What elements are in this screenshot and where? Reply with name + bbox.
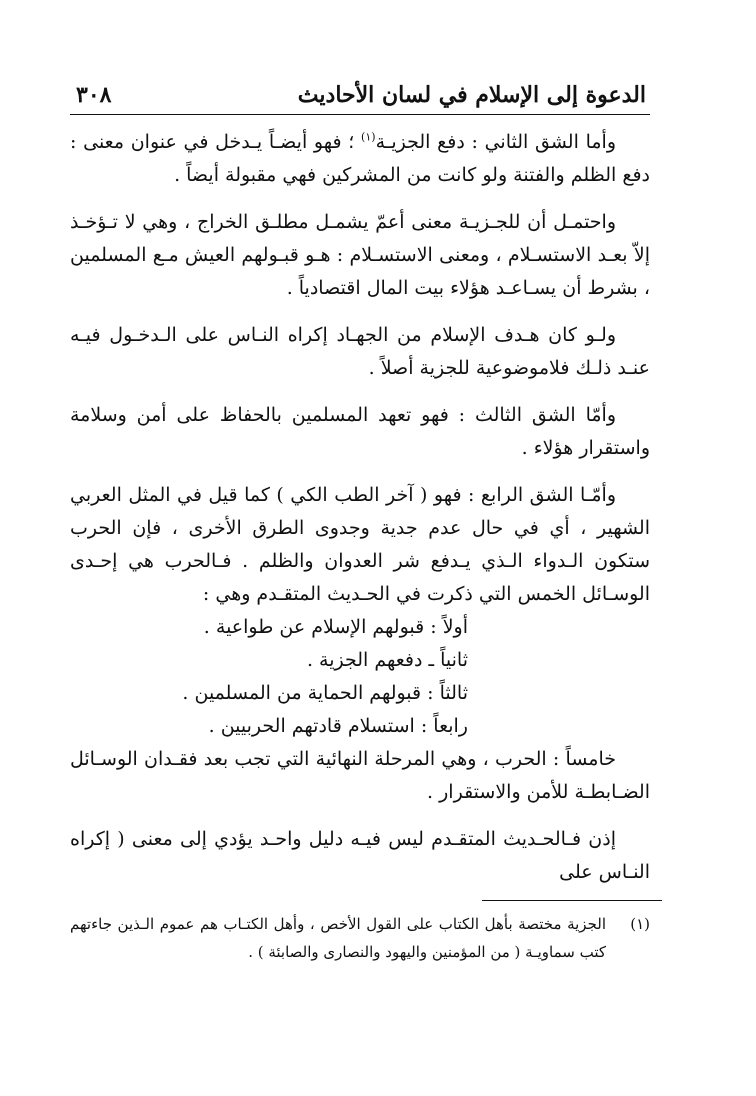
paragraph-text: وأما الشق الثاني : دفع الجزيـة — [375, 131, 616, 153]
paragraph: إذن فـالحـديث المتقـدم ليس فيـه دليل واحـد يؤدي إلى معنى ( إكراه النـاس على — [70, 828, 650, 883]
list-item: أولاً : قبولهم الإسلام عن طواعية . — [203, 616, 468, 638]
footnote — [70, 910, 650, 966]
running-title: الدعوة إلى الإسلام في لسان الأحاديث — [297, 82, 646, 108]
paragraph: ولـو كان هـدف الإسلام من الجهـاد إكراه النـاس على الـدخـول فيـه عنـد ذلـك فلاموضوعية للجزية أصلاً . — [70, 324, 650, 379]
page-number: ٣٠٨ — [76, 82, 112, 108]
paragraph-text: ؛ فهو أيضـاً يـدخل في عنوان معنى : دفع الظلم والفتنة ولو كانت من المشركين فهي مقبولة أيضاً . — [70, 131, 650, 186]
paragraph: وأمّا الشق الثالث : فهو تعهد المسلمين بالحفاظ على أمن وسلامة واستقرار هؤلاء . — [70, 404, 650, 459]
main-text — [70, 126, 650, 889]
list-item: ثالثاً : قبولهم الحماية من المسلمين . — [182, 682, 468, 704]
footnote-separator — [482, 900, 662, 901]
footnote-text: الجزية مختصة بأهل الكتاب على القول الأخص ، وأهل الكتـاب هم عموم الـذين جاءتهم كتب سماويـة ( من المؤمنين واليهود والنصارى والصابئة ) . — [70, 915, 606, 961]
list-item: ثانياً ـ دفعهم الجزية . — [306, 649, 468, 671]
paragraph — [70, 126, 650, 192]
footnote-marker: (١) — [630, 915, 650, 933]
page-header — [70, 80, 650, 115]
list-item: رابعاً : استسلام قادتهم الحربيين . — [208, 715, 468, 737]
paragraph: واحتمـل أن للجـزيـة معنى أعمّ يشمـل مطلـق الخراج ، وهي لا تـؤخـذ إلاّ بعـد الاستسـلام ، ومعنى الاستسـلام : هـو قبـولهم العيش مـع المسلمين ، بشرط أن يسـاعـد هؤلاء بيت المال اقتصادياً . — [70, 211, 650, 299]
paragraph: خامساً : الحرب ، وهي المرحلة النهائية التي تجب بعد فقـدان الوسـائل الضـابطـة للأمن والاستقرار . — [70, 748, 650, 803]
paragraph: وأمّـا الشق الرابع : فهو ( آخر الطب الكي ) كما قيل في المثل العربي الشهير ، أي في حال عدم جدية وجدوى الطرق الأخرى ، فإن الحرب ستكون الـدواء الـذي يـدفع شر العدوان والظلم . فـالحرب هي إحـدى الوسـائل الخمس التي ذكرت في الحـديث المتقـدم وهي : — [70, 484, 651, 605]
footnote-reference: (١) — [361, 130, 376, 144]
